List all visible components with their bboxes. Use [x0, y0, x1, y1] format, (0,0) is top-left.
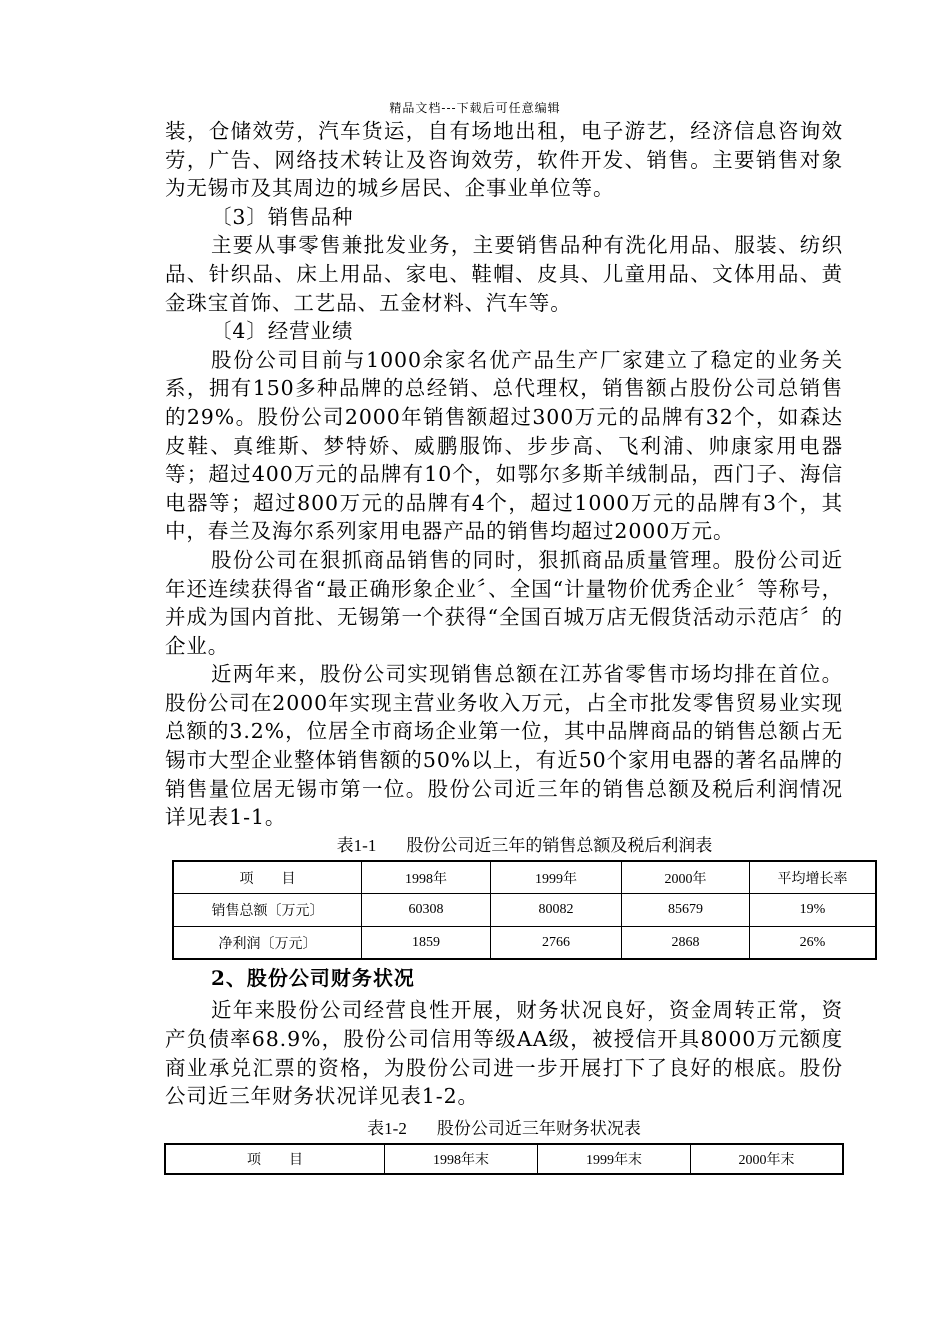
table-header-cell: 1999年 — [491, 861, 622, 894]
table-header-cell: 2000年末 — [691, 1144, 844, 1174]
table2-caption — [165, 1115, 843, 1143]
table2-title: 股份公司近三年财务状况表 — [436, 1118, 641, 1139]
document-body — [165, 117, 848, 1175]
table-row — [173, 926, 876, 959]
paragraph-sales-varieties: 主要从事零售兼批发业务，主要销售品种有洗化用品、服装、纺织品、针织品、床上用品、家电、鞋帽、皮具、儿童用品、文体用品、黄金珠宝首饰、工艺品、五金材料、汽车等。 — [165, 233, 843, 315]
table1-number: 表1-1 — [336, 835, 377, 855]
financial-status-table — [164, 1143, 844, 1175]
page-header: 精品文档---下载后可任意编辑 — [389, 101, 561, 115]
table-cell: 26% — [750, 926, 877, 959]
table-cell: 2766 — [491, 926, 622, 959]
table-header-cell: 平均增长率 — [750, 861, 877, 894]
subheading-performance: 〔4〕经营业绩 — [211, 319, 354, 344]
table-cell: 净利润〔万元〕 — [173, 926, 362, 959]
table1-title: 股份公司近三年的销售总额及税后利润表 — [406, 835, 713, 856]
table-cell: 60308 — [362, 894, 491, 927]
table-cell: 19% — [750, 894, 877, 927]
table-cell: 85679 — [622, 894, 750, 927]
paragraph-finance: 近年来股份公司经营良性开展，财务状况良好，资金周转正常，资产负债率68.9%，股份公司信用等级AA级，被授信开具8000万元额度商业承兑汇票的资格，为股份公司进一步开展打下了良好的根底。股份公司近三年财务状况详见表1-2。 — [165, 998, 843, 1109]
table-cell: 1859 — [362, 926, 491, 959]
sales-profit-table — [172, 860, 877, 961]
table-header-cell: 2000年 — [622, 861, 750, 894]
table-row — [173, 894, 876, 927]
table-cell: 80082 — [491, 894, 622, 927]
table-header-row — [173, 861, 876, 894]
paragraph-brands: 股份公司目前与1000余家名优产品生产厂家建立了稳定的业务关系，拥有150多种品牌的总经销、总代理权，销售额占股份公司总销售的29%。股份公司2000年销售额超过300万元的品牌有32个，如森达皮鞋、真维斯、梦特娇、威鹏服饰、步步高、飞利浦、帅康家用电器等；超过400万元的品牌有10个，如鄂尔多斯羊绒制品，西门子、海信电器等；超过800万元的品牌有4个，超过1000万元的品牌有3个，其中，春兰及海尔系列家用电器产品的销售均超过2000万元。 — [165, 347, 843, 544]
table-cell: 2868 — [622, 926, 750, 959]
table-header-row — [165, 1144, 843, 1174]
table-header-cell: 1998年 — [362, 861, 491, 894]
table-header-cell: 项 目 — [165, 1144, 385, 1174]
paragraph-ranking: 近两年来，股份公司实现销售总额在江苏省零售市场均排在首位。股份公司在2000年实现主营业务收入万元，占全市批发零售贸易业实现总额的3.2%，位居全市商场企业第一位，其中品牌商品的销售总额占无锡市大型企业整体销售额的50%以上，有近50个家用电器的著名品牌的销售量位居无锡市第一位。股份公司近三年的销售总额及税后利润情况详见表1-1。 — [165, 662, 843, 830]
table1-caption — [172, 832, 877, 860]
table-header-cell: 1998年末 — [385, 1144, 538, 1174]
table-header-cell: 1999年末 — [538, 1144, 691, 1174]
paragraph-quality: 股份公司在狠抓商品销售的同时，狠抓商品质量管理。股份公司近年还连续获得省“最正确形象企业〞、全国“计量物价优秀企业〞等称号，并成为国内首批、无锡第一个获得“全国百城万店无假货活动示范店〞的企业。 — [165, 547, 843, 658]
subheading-sales-varieties: 〔3〕销售品种 — [211, 204, 354, 229]
paragraph-business-scope: 装，仓储效劳，汽车货运，自有场地出租，电子游艺，经济信息咨询效劳，广告、网络技术转让及咨询效劳，软件开发、销售。主要销售对象为无锡市及其周边的城乡居民、企事业单位等。 — [165, 119, 843, 201]
table-header-cell: 项 目 — [173, 861, 362, 894]
table-cell: 销售总额〔万元〕 — [173, 894, 362, 927]
section-heading-finance: 2、股份公司财务状况 — [211, 966, 415, 991]
table2-number: 表1-2 — [367, 1118, 407, 1138]
